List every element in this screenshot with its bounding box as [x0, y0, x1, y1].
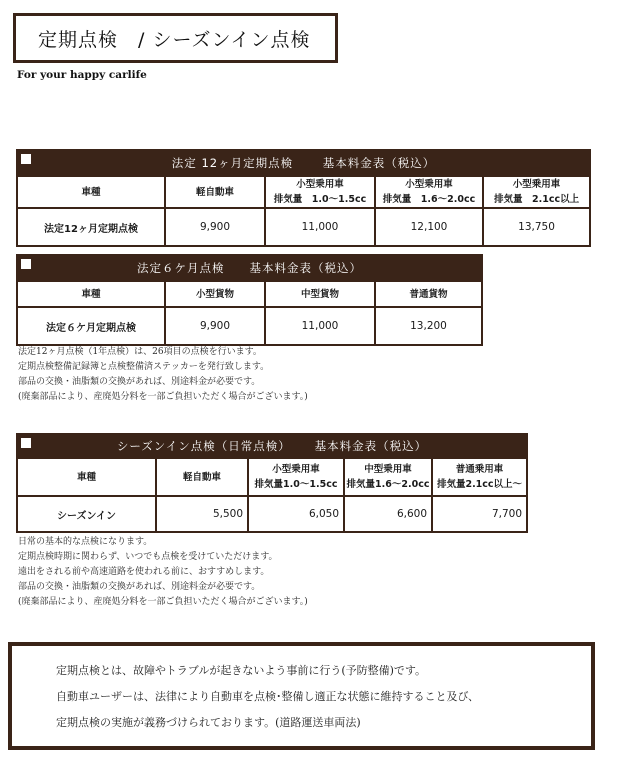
info-line: 定期点検の実施が義務づけられております。(道路運送車両法) [56, 716, 361, 729]
table-title: 法定 12ヶ月定期点検 基本料金表（税込） [171, 156, 436, 170]
column-header: 小型乗用車 排気量 1.0〜1.5cc [265, 176, 375, 208]
table-title: 法定６ケ月点検 基本料金表（税込） [137, 261, 362, 275]
checkbox-square-icon [20, 258, 32, 270]
column-header: 小型乗用車 排気量 2.1cc以上 [483, 176, 590, 208]
info-box [8, 642, 595, 750]
price-cell: 13,750 [483, 208, 590, 246]
table-header [17, 255, 482, 281]
column-header: 軽自動車 [165, 176, 265, 208]
column-header: 小型乗用車 排気量1.0〜1.5cc [248, 458, 344, 496]
table-title: シーズンイン点検（日常点検） 基本料金表（税込） [116, 439, 428, 453]
note-line: 定期点検時期に関わらず、いつでも点検を受けていただけます。 [18, 552, 278, 562]
price-cell: 12,100 [375, 208, 483, 246]
table-6month [16, 254, 483, 346]
notes-season-in [18, 535, 308, 610]
checkbox-square-icon [20, 437, 32, 449]
note-line: 部品の交換・油脂類の交換があれば、別途料金が必要です。 [18, 582, 261, 592]
column-header: 普通乗用車 排気量2.1cc以上〜 [432, 458, 527, 496]
info-line: 自動車ユーザーは、法律により自動車を点検･整備し適正な状態に維持すること及び、 [56, 690, 480, 703]
note-line: (廃棄部品により、産廃処分料を一部ご負担いただく場合がございます。) [18, 392, 308, 402]
price-cell: 9,900 [165, 307, 265, 345]
price-cell: 11,000 [265, 208, 375, 246]
notes-12month [18, 345, 308, 405]
price-cell: 6,050 [248, 496, 344, 532]
column-header: 小型貨物 [165, 281, 265, 307]
table-header [17, 434, 527, 458]
note-line: 部品の交換・油脂類の交換があれば、別途料金が必要です。 [18, 377, 261, 387]
table-season-in [16, 433, 528, 533]
note-line: 法定12ヶ月点検（1年点検）は、26項目の点検を行います。 [18, 347, 262, 357]
column-header: 軽自動車 [156, 458, 248, 496]
price-cell: 13,200 [375, 307, 482, 345]
price-cell: 7,700 [432, 496, 527, 532]
note-line: 遠出をされる前や高速道路を使われる前に、おすすめします。 [18, 567, 270, 577]
price-cell: 9,900 [165, 208, 265, 246]
column-header: 車種 [17, 176, 165, 208]
info-line: 定期点検とは、故障やトラブルが起きないよう事前に行う(予防整備)です。 [56, 664, 427, 677]
column-header: 車種 [17, 281, 165, 307]
column-header: 小型乗用車 排気量 1.6〜2.0cc [375, 176, 483, 208]
column-header: 普通貨物 [375, 281, 482, 307]
note-line: 定期点検整備記録簿と点検整備済ステッカーを発行致します。 [18, 362, 270, 372]
note-line: 日常の基本的な点検になります。 [18, 537, 153, 547]
row-label: 法定12ヶ月定期点検 [17, 208, 165, 246]
column-header: 中型乗用車 排気量1.6〜2.0cc [344, 458, 432, 496]
row-label: シーズンイン [17, 496, 156, 532]
row-label: 法定６ケ月定期点検 [17, 307, 165, 345]
table-header [17, 150, 590, 176]
tagline: For your happy carlife [17, 69, 147, 81]
note-line: (廃棄部品により、産廃処分料を一部ご負担いただく場合がございます。) [18, 597, 308, 607]
price-cell: 6,600 [344, 496, 432, 532]
checkbox-square-icon [20, 153, 32, 165]
page-title: 定期点検 / シーズンイン点検 [13, 13, 338, 63]
table-12month [16, 149, 591, 247]
price-cell: 11,000 [265, 307, 375, 345]
info-text [56, 658, 479, 736]
price-cell: 5,500 [156, 496, 248, 532]
column-header: 中型貨物 [265, 281, 375, 307]
column-header: 車種 [17, 458, 156, 496]
